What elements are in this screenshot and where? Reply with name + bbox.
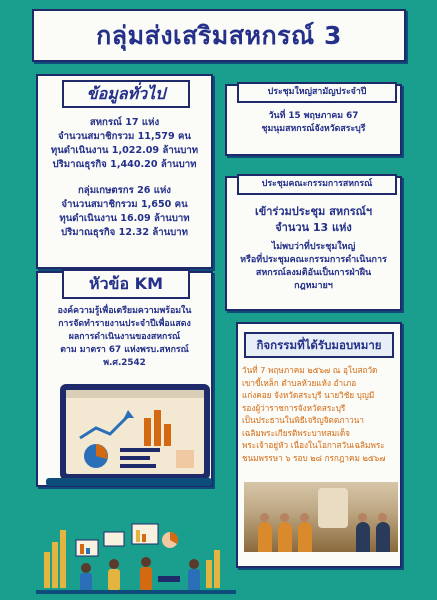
activity-line: ชนมพรรษา ๖ รอบ ๒๘ กรกฎาคม ๒๕๖๗: [242, 452, 386, 463]
km-line: องค์ความรู้เพื่อเตรียมความพร้อมใน: [57, 306, 192, 316]
committee-attend-line: เข้าร่วมประชุม สหกรณ์ฯ: [254, 205, 373, 218]
activity-line: เป็นประธานในพิธีเจริญจิตตภาวนา: [242, 415, 364, 425]
km-line: ตาม มาตรา 67 แห่งพรบ.สหกรณ์: [60, 345, 189, 355]
page-title: กลุ่มส่งเสริมสหกรณ์ 3: [96, 20, 342, 50]
title-card: [32, 9, 406, 62]
general-info-body: [38, 116, 211, 240]
general-info-card: [36, 74, 213, 269]
annual-meeting-date: วันที่ 15 พฤษภาคม 67: [268, 111, 359, 121]
activity-heading: กิจกรรมที่ได้รับมอบหมาย: [244, 332, 394, 358]
coop-count: สหกรณ์ 17 แห่ง: [89, 117, 160, 128]
people-working-illustration: [36, 510, 236, 598]
coop-volume: ปริมาณธุรกิจ 1,440.20 ล้านบาท: [52, 159, 197, 170]
group-members: จำนวนสมาชิกรวม 1,650 คน: [61, 199, 188, 210]
committee-meeting-highlight: [227, 204, 400, 236]
annual-meeting-card: [225, 84, 402, 156]
ceremony-photo: [244, 482, 398, 552]
annual-meeting-venue: ชุมนุมสหกรณ์จังหวัดสระบุรี: [261, 124, 366, 134]
activity-card: [236, 322, 402, 568]
committee-line: ไม่พบว่าที่ประชุมใหญ่: [271, 242, 356, 252]
annual-meeting-heading: ประชุมใหญ่สามัญประจำปี: [237, 82, 397, 103]
committee-meeting-card: [225, 176, 402, 311]
committee-meeting-body: [227, 241, 400, 293]
km-body: [40, 305, 209, 370]
group-volume: ปริมาณธุรกิจ 12.32 ล้านบาท: [61, 227, 188, 238]
group-capital: ทุนดำเนินงาน 16.09 ล้านบาท: [59, 213, 190, 224]
km-line: ผลการดำเนินงานของสหกรณ์: [68, 332, 181, 342]
laptop-chart-illustration: [36, 380, 213, 490]
committee-line: กฎหมายฯ: [294, 281, 333, 291]
committee-line: หรือที่ประชุมคณะกรรมการดำเนินการ: [240, 255, 387, 265]
coop-members: จำนวนสมาชิกรวม 11,579 คน: [58, 131, 191, 142]
activity-line: พระเจ้าอยู่หัว เนื่องในโอกาสวันเฉลิมพระ: [242, 440, 385, 450]
activity-line: วันที่ 7 พฤษภาคม ๒๕๖๗ ณ อุโบสถวัด: [242, 365, 378, 375]
activity-line: เขาขี้เหล็ก ตำบลห้วยแห้ง อำเภอ: [242, 377, 357, 388]
general-info-heading: ข้อมูลทั่วไป: [62, 80, 190, 108]
activity-body: [242, 364, 396, 464]
annual-meeting-body: [227, 110, 400, 136]
km-line: พ.ศ.2542: [103, 358, 146, 368]
activity-line: รองผู้ว่าราชการจังหวัดสระบุรี: [242, 402, 346, 413]
activity-line: เฉลิมพระเกียรติพระบาทสมเด็จ: [242, 427, 350, 438]
coop-capital: ทุนดำเนินงาน 1,022.09 ล้านบาท: [50, 145, 199, 156]
activity-line: แก่งคอย จังหวัดสระบุรี นายวิชัย บุญมี: [242, 390, 375, 400]
committee-meeting-heading: ประชุมคณะกรรมการสหกรณ์: [237, 174, 397, 195]
group-count: กลุ่มเกษตรกร 26 แห่ง: [78, 185, 171, 196]
committee-line: สหกรณ์ลงมติอันเป็นการฝ่าฝืน: [255, 268, 372, 278]
km-heading: หัวข้อ KM: [62, 269, 190, 299]
committee-count-line: จำนวน 13 แห่ง: [275, 221, 352, 234]
km-line: การจัดทำรายงานประจำปีเพื่อแสดง: [58, 319, 191, 329]
